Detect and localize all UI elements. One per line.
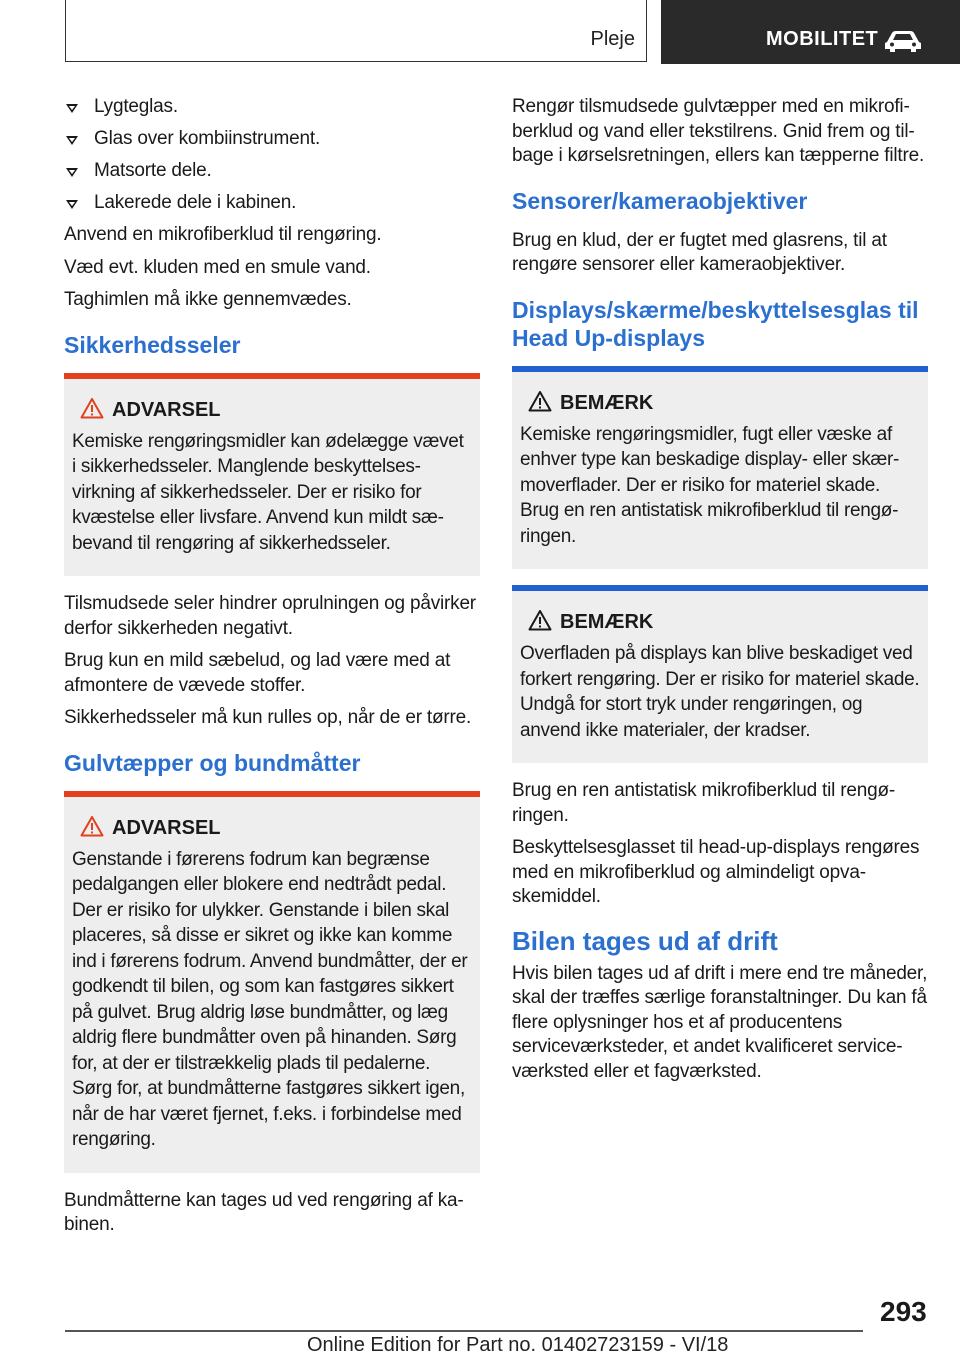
list-item: Matsorte dele. xyxy=(64,159,480,183)
chapter-tab xyxy=(661,0,960,64)
paragraph: Sikkerhedsseler må kun rulles op, når de er tørre. xyxy=(64,707,472,728)
heading-seat-belts: Sikkerhedsseler xyxy=(64,331,241,358)
list-item: Lygteglas. xyxy=(64,95,480,119)
warning-box-seat-belts xyxy=(64,373,480,577)
warning-triangle-icon xyxy=(80,815,104,837)
notice-text: Kemiske rengøringsmidler, fugt eller væske af enhver type kan beskadige display- eller skærmoverflader. Der er risiko for materiel skade. Brug en ren antistatisk mikrofiberklud til rengøringen. xyxy=(520,423,900,547)
paragraph: Rengør tilsmudsede gulvtæpper med en mikrofiberklud og vand eller tekstilrens. Gnid frem og tilbage i kørselsretningen, ellers kan tæpperne filtre. xyxy=(512,96,925,166)
paragraph: Taghimlen må ikke gennemvædes. xyxy=(64,289,352,310)
warning-triangle-icon xyxy=(80,397,104,419)
warning-triangle-icon xyxy=(528,390,552,412)
heading-storage: Bilen tages ud af drift xyxy=(512,925,778,956)
warning-text: Genstande i førerens fodrum kan begrænse pedalgangen eller blokere end nedtrådt pedal. Der er risiko for ulykker. Genstande i bilen skal placeres, så disse er sikret og ikke kan komme ind i førerens fodrum. Anvend bundmåtter, der er godkendt til bilen, og som kan fastgøres sikkert på gulvet. Brug aldrig løse bundmåtter, og læg aldrig flere bundmåtter oven på hinanden. Sørg for, at der er tilstrækkelig plads til pedalerne. Sørg for, at bundmåtterne fastgøres sikkert igen, når de har været fjernet, f.eks. i forbindelse med rengøring. xyxy=(72,848,468,1150)
paragraph: Anvend en mikrofiberklud til rengøring. xyxy=(64,224,382,245)
notice-text: Overfladen på displays kan blive beskadiget ved forkert rengøring. Der er risiko for materiel skade. Undgå for stort tryk under rengøringen, og anvend ikke materialer, der kradser. xyxy=(520,643,920,741)
paragraph: Væd evt. kluden med en smule vand. xyxy=(64,256,371,278)
triangle-bullet-icon xyxy=(66,200,78,209)
notice-box-display-surface xyxy=(512,585,928,763)
header-frame xyxy=(65,0,647,62)
heading-displays: Displays/skærme/beskyttelsesglas til Head Up-displays xyxy=(512,296,919,351)
list-item: Glas over kombiinstrument. xyxy=(64,127,480,151)
list-item: Lakerede dele i kabinen. xyxy=(64,191,480,215)
warning-text: Kemiske rengøringsmidler kan ødelægge vævet i sikkerhedsseler. Manglende beskyttelsesvirkning af sikkerhedsseler. Der er risiko for kvæstelse eller livsfare. Anvend kun mildt sæbevand til rengøring af sikkerhedsseler. xyxy=(72,430,464,554)
page-number: 293 xyxy=(880,1296,927,1327)
paragraph: Bundmåtterne kan tages ud ved rengøring af kabinen. xyxy=(64,1189,464,1235)
paragraph: Hvis bilen tages ud af drift i mere end tre måneder, skal der træffes særlige foranstaltninger. Du kan få flere oplysninger hos et af producentens serviceværksteder, et andet kvalificeret serviceværksted eller et fagværksted. xyxy=(512,962,928,1082)
paragraph: Brug en klud, der er fugtet med glasrens, til at rengøre sensorer eller kameraobjektiver. xyxy=(512,229,887,275)
notice-box-display-chemicals xyxy=(512,366,928,570)
heading-floor-mats: Gulvtæpper og bundmåtter xyxy=(64,749,361,776)
bullet-list xyxy=(64,95,480,215)
warning-title: ADVARSEL xyxy=(112,398,221,421)
paragraph: Tilsmudsede seler hindrer oprulningen og påvirker derfor sikkerheden negativt. xyxy=(64,593,476,639)
chapter-label: MOBILITET xyxy=(766,28,879,50)
triangle-bullet-icon xyxy=(66,168,78,177)
heading-sensors: Sensorer/kameraobjektiver xyxy=(512,187,808,214)
section-title: Pleje xyxy=(590,28,635,50)
paragraph: Beskyttelsesglasset til head-up-displays rengøres med en mikrofiberklud og almindeligt opvaskemiddel. xyxy=(512,837,920,907)
warning-box-floor-mats xyxy=(64,791,480,1173)
notice-title: BEMÆRK xyxy=(560,611,654,633)
warning-triangle-icon xyxy=(528,609,552,631)
warning-title: ADVARSEL xyxy=(112,816,221,839)
right-column xyxy=(512,95,928,1092)
footer-divider xyxy=(65,1330,863,1332)
triangle-bullet-icon xyxy=(66,104,78,113)
notice-title: BEMÆRK xyxy=(560,391,654,414)
left-column xyxy=(64,95,480,1246)
edition-note: Online Edition for Part no. 01402723159 - VI/18 xyxy=(307,1334,729,1356)
triangle-bullet-icon xyxy=(66,136,78,145)
paragraph: Brug en ren antistatisk mikrofiberklud til rengøringen. xyxy=(512,780,896,826)
paragraph: Brug kun en mild sæbelud, og lad være med at afmontere de vævede stoffer. xyxy=(64,650,451,696)
car-icon xyxy=(883,28,923,54)
